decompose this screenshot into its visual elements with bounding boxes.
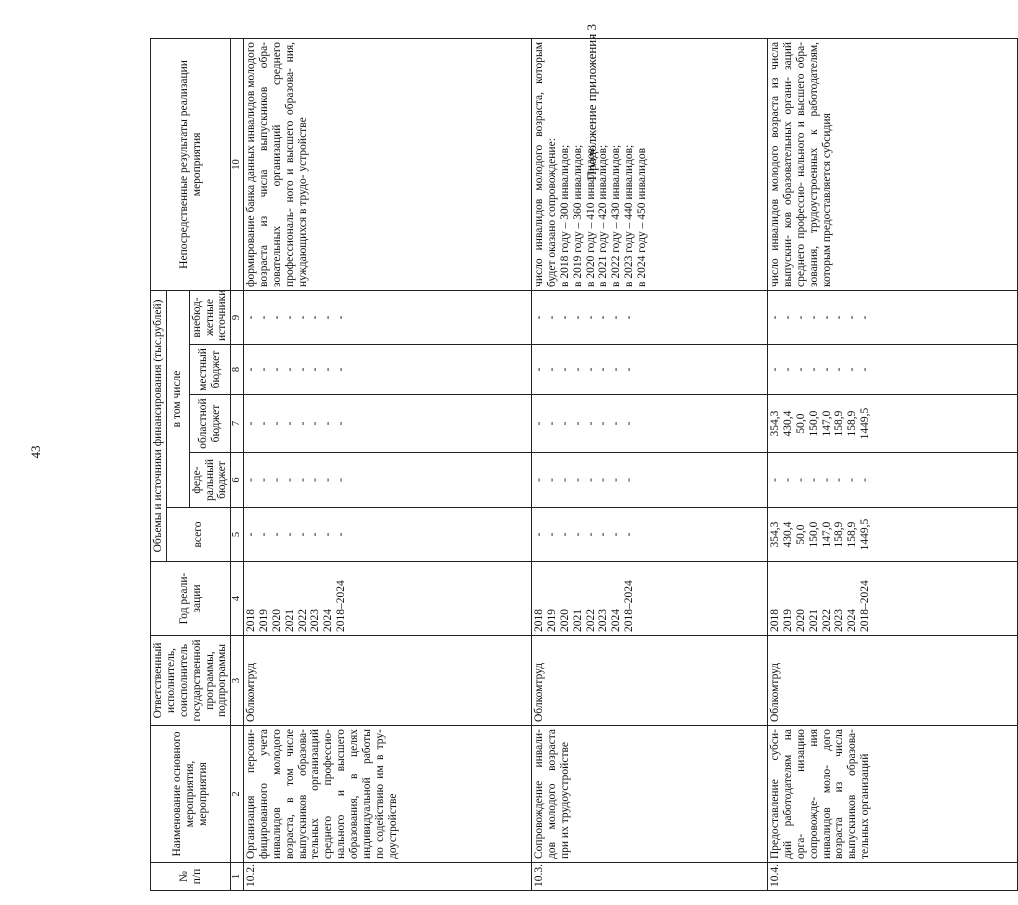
year-value: 2018 xyxy=(533,609,545,632)
row-obl-cell xyxy=(244,395,532,453)
fed-value: - xyxy=(769,478,781,482)
vneb-value: - xyxy=(571,315,584,320)
row-result: формирование банка данных инвалидов молодого возраста из числа выпускников обра- зовательных организаций среднего профессиональ- ного и высшего образова- ния, нуждающихся в трудо- устройстве xyxy=(245,41,309,287)
year-value: 2018 xyxy=(769,609,781,632)
row-vneb-cell xyxy=(768,290,1018,344)
header-number: № п/п xyxy=(151,863,231,891)
vneb-value: - xyxy=(245,315,257,320)
row-result-cell xyxy=(532,38,768,290)
vneb-value: - xyxy=(769,315,781,320)
row-mest-cell xyxy=(532,345,768,395)
row-number-cell xyxy=(768,863,1018,891)
result-item: в 2020 году – 410 инвалидов; xyxy=(584,144,597,287)
col-number: 9 xyxy=(231,290,244,344)
row-responsible: Облкомтруд xyxy=(245,662,257,722)
mest-value: - xyxy=(245,367,257,372)
row-total-cell xyxy=(768,508,1018,562)
year-value: 2022 xyxy=(584,609,597,632)
table-row xyxy=(244,38,532,890)
year-value: 2023 xyxy=(597,609,610,632)
fed-value: - xyxy=(257,478,270,482)
year-value: 2019 xyxy=(257,609,270,632)
row-obl-cell xyxy=(768,395,1018,453)
col-number: 1 xyxy=(231,863,244,891)
result-item: в 2024 году – 450 инвалидов xyxy=(636,147,648,287)
total-value: - xyxy=(270,532,283,537)
year-value: 2021 xyxy=(283,609,296,632)
header-total: всего xyxy=(166,508,230,562)
row-obl-cell xyxy=(532,395,768,453)
mest-value: - xyxy=(859,367,872,372)
total-value: 158,9 xyxy=(833,521,846,548)
col-number: 5 xyxy=(231,508,244,562)
mest-value: - xyxy=(270,367,283,372)
obl-value: - xyxy=(270,421,283,426)
result-intro: число инвалидов молодого возраста, которым будет оказано сопровождение: xyxy=(533,41,558,287)
result-item: в 2021 году – 420 инвалидов; xyxy=(597,144,610,287)
fed-value: - xyxy=(781,478,794,482)
fed-value: - xyxy=(322,478,335,482)
year-value: 2019 xyxy=(781,609,794,632)
year-value: 2020 xyxy=(558,609,571,632)
mest-value: - xyxy=(769,367,781,372)
header-extrabudget: внебюд- жетные источники xyxy=(189,290,231,344)
table-row xyxy=(768,38,1018,890)
mest-value: - xyxy=(781,367,794,372)
vneb-value: - xyxy=(296,315,309,320)
row-responsible-cell xyxy=(768,636,1018,726)
row-vneb-cell xyxy=(244,290,532,344)
row-result-cell xyxy=(768,38,1018,290)
continuation-label: Продолжение приложения 3 xyxy=(584,24,599,181)
obl-value: - xyxy=(610,421,623,426)
obl-value: 50,0 xyxy=(794,413,807,434)
col-number: 6 xyxy=(231,453,244,508)
row-name: Предоставление субси- дий работодателям на орга- низацию сопровожде- ния инвалидов моло- дого возраста из числа выпускников образова- тельных организаций xyxy=(769,729,872,859)
total-value: - xyxy=(309,532,322,537)
fed-value: - xyxy=(533,478,545,482)
total-value: - xyxy=(545,532,558,537)
mest-value: - xyxy=(322,367,335,372)
year-value: 2018–2024 xyxy=(859,580,872,632)
total-value: - xyxy=(623,532,636,537)
obl-value: - xyxy=(296,421,309,426)
total-value: - xyxy=(571,532,584,537)
vneb-value: - xyxy=(597,315,610,320)
vneb-value: - xyxy=(309,315,322,320)
fed-value: - xyxy=(833,478,846,482)
total-value: - xyxy=(597,532,610,537)
total-value: 430,4 xyxy=(781,521,794,548)
obl-value: - xyxy=(533,421,545,426)
row-years-cell xyxy=(532,562,768,636)
row-name-cell xyxy=(532,726,768,863)
fed-value: - xyxy=(623,478,636,482)
table-header xyxy=(151,38,244,890)
obl-value: - xyxy=(545,421,558,426)
mest-value: - xyxy=(610,367,623,372)
fed-value: - xyxy=(794,478,807,482)
total-value: - xyxy=(533,532,545,537)
year-value: 2023 xyxy=(833,609,846,632)
row-number: 10.3. xyxy=(533,864,545,887)
year-value: 2020 xyxy=(270,609,283,632)
year-value: 2022 xyxy=(820,609,833,632)
fed-value: - xyxy=(846,478,859,482)
obl-value: 158,9 xyxy=(833,410,846,437)
mest-value: - xyxy=(833,367,846,372)
total-value: - xyxy=(610,532,623,537)
obl-value: 430,4 xyxy=(781,410,794,437)
vneb-value: - xyxy=(533,315,545,320)
total-value: 1449,5 xyxy=(859,518,872,551)
fed-value: - xyxy=(584,478,597,482)
year-value: 2018–2024 xyxy=(623,580,636,632)
row-fed-cell xyxy=(244,453,532,508)
table-row xyxy=(532,38,768,890)
year-value: 2018–2024 xyxy=(335,580,348,632)
row-name-cell xyxy=(768,726,1018,863)
header-responsible: Ответственный исполнитель, соисполнитель государственной программы, подпрограммы xyxy=(151,636,231,726)
mest-value: - xyxy=(558,367,571,372)
obl-value: - xyxy=(257,421,270,426)
fed-value: - xyxy=(245,478,257,482)
vneb-value: - xyxy=(257,315,270,320)
mest-value: - xyxy=(584,367,597,372)
col-number: 2 xyxy=(231,726,244,863)
year-value: 2023 xyxy=(309,609,322,632)
header-year: Год реали- зации xyxy=(151,562,231,636)
row-vneb-cell xyxy=(532,290,768,344)
row-total-cell xyxy=(244,508,532,562)
obl-value: 1449,5 xyxy=(859,407,872,440)
obl-value: 354,3 xyxy=(769,410,781,437)
row-number-cell xyxy=(532,863,768,891)
fed-value: - xyxy=(309,478,322,482)
fed-value: - xyxy=(820,478,833,482)
obl-value: - xyxy=(558,421,571,426)
fed-value: - xyxy=(270,478,283,482)
mest-value: - xyxy=(309,367,322,372)
mest-value: - xyxy=(807,367,820,372)
vneb-value: - xyxy=(807,315,820,320)
header-local: местный бюджет xyxy=(189,345,231,395)
year-value: 2021 xyxy=(571,609,584,632)
obl-value: - xyxy=(623,421,636,426)
result-item: в 2019 году – 360 инвалидов; xyxy=(571,144,584,287)
year-value: 2024 xyxy=(610,609,623,632)
mest-value: - xyxy=(597,367,610,372)
vneb-value: - xyxy=(283,315,296,320)
header-funds: Объемы и источники финансирования (тыс.рублей) xyxy=(151,290,167,561)
col-number: 3 xyxy=(231,636,244,726)
total-value: - xyxy=(322,532,335,537)
vneb-value: - xyxy=(558,315,571,320)
row-result-cell xyxy=(244,38,532,290)
col-number: 8 xyxy=(231,345,244,395)
vneb-value: - xyxy=(545,315,558,320)
col-number: 7 xyxy=(231,395,244,453)
row-responsible: Облкомтруд xyxy=(769,662,781,722)
fed-value: - xyxy=(296,478,309,482)
header-result: Непосредственные результаты реализации мероприятия xyxy=(151,38,231,290)
row-number: 10.4. xyxy=(769,864,781,887)
row-responsible: Облкомтруд xyxy=(533,662,545,722)
row-mest-cell xyxy=(768,345,1018,395)
total-value: 158,9 xyxy=(846,521,859,548)
obl-value: - xyxy=(584,421,597,426)
vneb-value: - xyxy=(781,315,794,320)
mest-value: - xyxy=(846,367,859,372)
mest-value: - xyxy=(296,367,309,372)
header-including: в том числе xyxy=(166,290,189,507)
row-mest-cell xyxy=(244,345,532,395)
obl-value: - xyxy=(597,421,610,426)
total-value: - xyxy=(296,532,309,537)
total-value: - xyxy=(257,532,270,537)
obl-value: - xyxy=(335,421,348,426)
row-number-cell xyxy=(244,863,532,891)
total-value: - xyxy=(335,532,348,537)
result-item: в 2022 году – 430 инвалидов; xyxy=(610,144,623,287)
obl-value: - xyxy=(283,421,296,426)
total-value: 50,0 xyxy=(794,524,807,545)
year-value: 2024 xyxy=(846,609,859,632)
total-value: - xyxy=(584,532,597,537)
row-name: Сопровождение инвали- дов молодого возраста при их трудоустройстве xyxy=(533,729,571,859)
row-number: 10.2. xyxy=(245,864,257,887)
obl-value: - xyxy=(245,421,257,426)
year-value: 2018 xyxy=(245,609,257,632)
obl-value: 147,0 xyxy=(820,410,833,437)
fed-value: - xyxy=(335,478,348,482)
obl-value: - xyxy=(309,421,322,426)
mest-value: - xyxy=(257,367,270,372)
vneb-value: - xyxy=(610,315,623,320)
mest-value: - xyxy=(794,367,807,372)
mest-value: - xyxy=(820,367,833,372)
fed-value: - xyxy=(597,478,610,482)
total-value: - xyxy=(283,532,296,537)
total-value: - xyxy=(558,532,571,537)
total-value: 147,0 xyxy=(820,521,833,548)
year-value: 2021 xyxy=(807,609,820,632)
row-years-cell xyxy=(244,562,532,636)
vneb-value: - xyxy=(794,315,807,320)
program-table xyxy=(150,38,1018,891)
total-value: 354,3 xyxy=(769,521,781,548)
mest-value: - xyxy=(533,367,545,372)
fed-value: - xyxy=(545,478,558,482)
header-federal: феде- ральный бюджет xyxy=(189,453,231,508)
result-item: в 2018 году – 300 инвалидов; xyxy=(558,144,571,287)
row-name-cell xyxy=(244,726,532,863)
row-years-cell xyxy=(768,562,1018,636)
fed-value: - xyxy=(571,478,584,482)
row-responsible-cell xyxy=(532,636,768,726)
fed-value: - xyxy=(807,478,820,482)
mest-value: - xyxy=(283,367,296,372)
result-item: в 2023 году – 440 инвалидов; xyxy=(623,144,636,287)
vneb-value: - xyxy=(335,315,348,320)
total-value: - xyxy=(245,532,257,537)
table-body xyxy=(244,38,1018,890)
year-value: 2020 xyxy=(794,609,807,632)
row-result: число инвалидов молодого возраста из числа выпускни- ков образовательных органи- заций среднего профессио- нального и высшего обра- зования, трудоустроенных к работодателям, которым предоставляется субсидия xyxy=(769,41,833,287)
vneb-value: - xyxy=(623,315,636,320)
header-regional: областной бюджет xyxy=(189,395,231,453)
mest-value: - xyxy=(335,367,348,372)
row-fed-cell xyxy=(768,453,1018,508)
total-value: 150,0 xyxy=(807,521,820,548)
vneb-value: - xyxy=(322,315,335,320)
col-number: 4 xyxy=(231,562,244,636)
fed-value: - xyxy=(859,478,872,482)
obl-value: 158,9 xyxy=(846,410,859,437)
row-responsible-cell xyxy=(244,636,532,726)
column-number-row xyxy=(231,38,244,890)
row-name: Организация персони- фицированного учета инвалидов молодого возраста, в том числе выпускников образова- тельных организаций среднего профессио- нального и высшего образования, в целях индивидуальной работы по содействию им в тру- доустройстве xyxy=(245,729,399,859)
obl-value: 150,0 xyxy=(807,410,820,437)
vneb-value: - xyxy=(270,315,283,320)
obl-value: - xyxy=(322,421,335,426)
year-value: 2019 xyxy=(545,609,558,632)
fed-value: - xyxy=(283,478,296,482)
header-name: Наименование основного мероприятия, мероприятия xyxy=(151,726,231,863)
vneb-value: - xyxy=(820,315,833,320)
mest-value: - xyxy=(571,367,584,372)
year-value: 2022 xyxy=(296,609,309,632)
vneb-value: - xyxy=(846,315,859,320)
page-number: 43 xyxy=(28,445,43,459)
fed-value: - xyxy=(610,478,623,482)
vneb-value: - xyxy=(859,315,872,320)
row-fed-cell xyxy=(532,453,768,508)
row-total-cell xyxy=(532,508,768,562)
vneb-value: - xyxy=(833,315,846,320)
vneb-value: - xyxy=(584,315,597,320)
year-value: 2024 xyxy=(322,609,335,632)
mest-value: - xyxy=(545,367,558,372)
obl-value: - xyxy=(571,421,584,426)
col-number: 10 xyxy=(231,38,244,290)
mest-value: - xyxy=(623,367,636,372)
fed-value: - xyxy=(558,478,571,482)
